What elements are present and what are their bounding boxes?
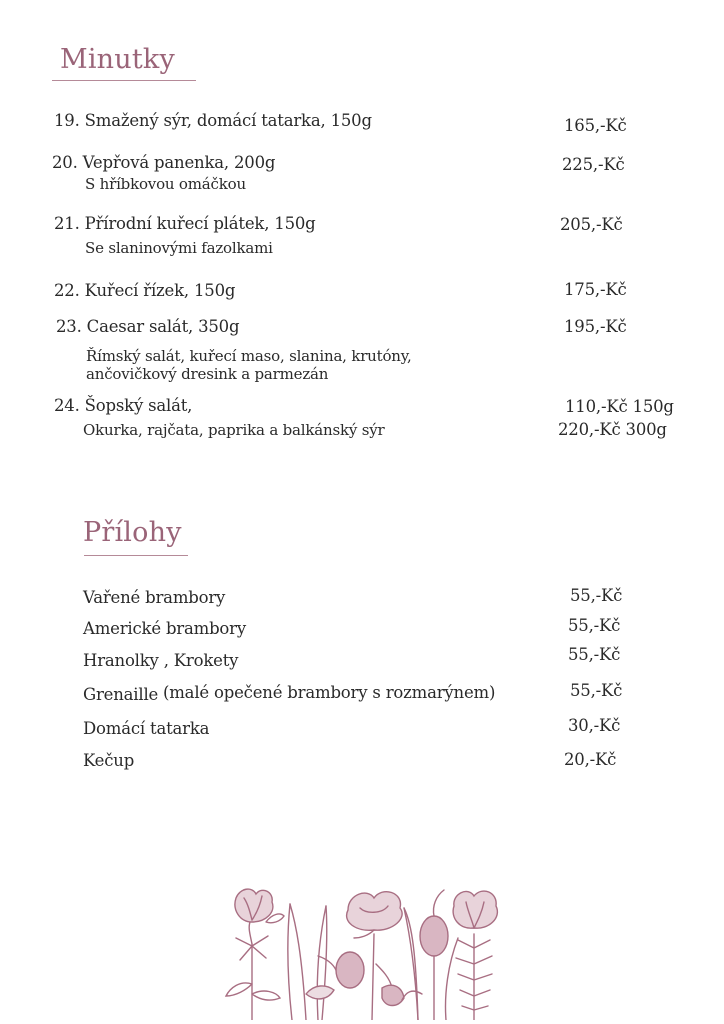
menu-item-name: 20. Vepřová panenka, 200g <box>52 153 276 172</box>
side-item-price: 30,-Kč <box>568 716 621 735</box>
side-item-note: (malé opečené brambory s rozmarýnem) <box>163 683 496 702</box>
side-item-name: Americké brambory <box>83 619 246 638</box>
menu-item-name: 21. Přírodní kuřecí plátek, 150g <box>54 214 316 233</box>
menu-item-price: 195,-Kč <box>564 317 627 336</box>
side-item-name: Domácí tatarka <box>83 719 210 738</box>
side-item-name: Kečup <box>83 751 135 770</box>
side-item-price: 55,-Kč <box>570 586 623 605</box>
menu-item-name: 19. Smažený sýr, domácí tatarka, 150g <box>54 111 372 130</box>
side-item-name: Hranolky , Krokety <box>83 651 239 670</box>
menu-item-price-small: 110,-Kč 150g <box>565 397 674 416</box>
menu-item-price: 225,-Kč <box>562 155 625 174</box>
menu-item-price: 205,-Kč <box>560 215 623 234</box>
side-item-price: 55,-Kč <box>568 616 621 635</box>
menu-item-price: 165,-Kč <box>564 116 627 135</box>
menu-item-description: Se slaninovými fazolkami <box>85 239 273 257</box>
side-item-name: Grenaille <box>83 685 159 704</box>
menu-item-name: 23. Caesar salát, 350g <box>56 317 240 336</box>
title-underline <box>52 80 196 81</box>
side-item-price: 55,-Kč <box>570 681 623 700</box>
section-title-prilohy: Přílohy <box>83 517 182 548</box>
side-item-name: Vařené brambory <box>83 588 226 607</box>
section-title-minutky: Minutky <box>60 44 175 75</box>
menu-item-name: 24. Šopský salát, <box>54 396 193 415</box>
menu-item-description: Římský salát, kuřecí maso, slanina, krutóny, <box>86 347 412 365</box>
menu-item-description: S hříbkovou omáčkou <box>85 175 246 193</box>
botanical-flowers-icon <box>222 884 506 1020</box>
menu-item-description: Okurka, rajčata, paprika a balkánský sýr <box>83 421 385 439</box>
title-underline <box>84 555 188 556</box>
menu-item-price: 175,-Kč <box>564 280 627 299</box>
menu-item-name: 22. Kuřecí řízek, 150g <box>54 281 236 300</box>
menu-item-description-line2: ančovičkový dresink a parmezán <box>86 365 329 383</box>
side-item-price: 55,-Kč <box>568 645 621 664</box>
side-item-price: 20,-Kč <box>564 750 617 769</box>
menu-item-price-large: 220,-Kč 300g <box>558 420 667 439</box>
